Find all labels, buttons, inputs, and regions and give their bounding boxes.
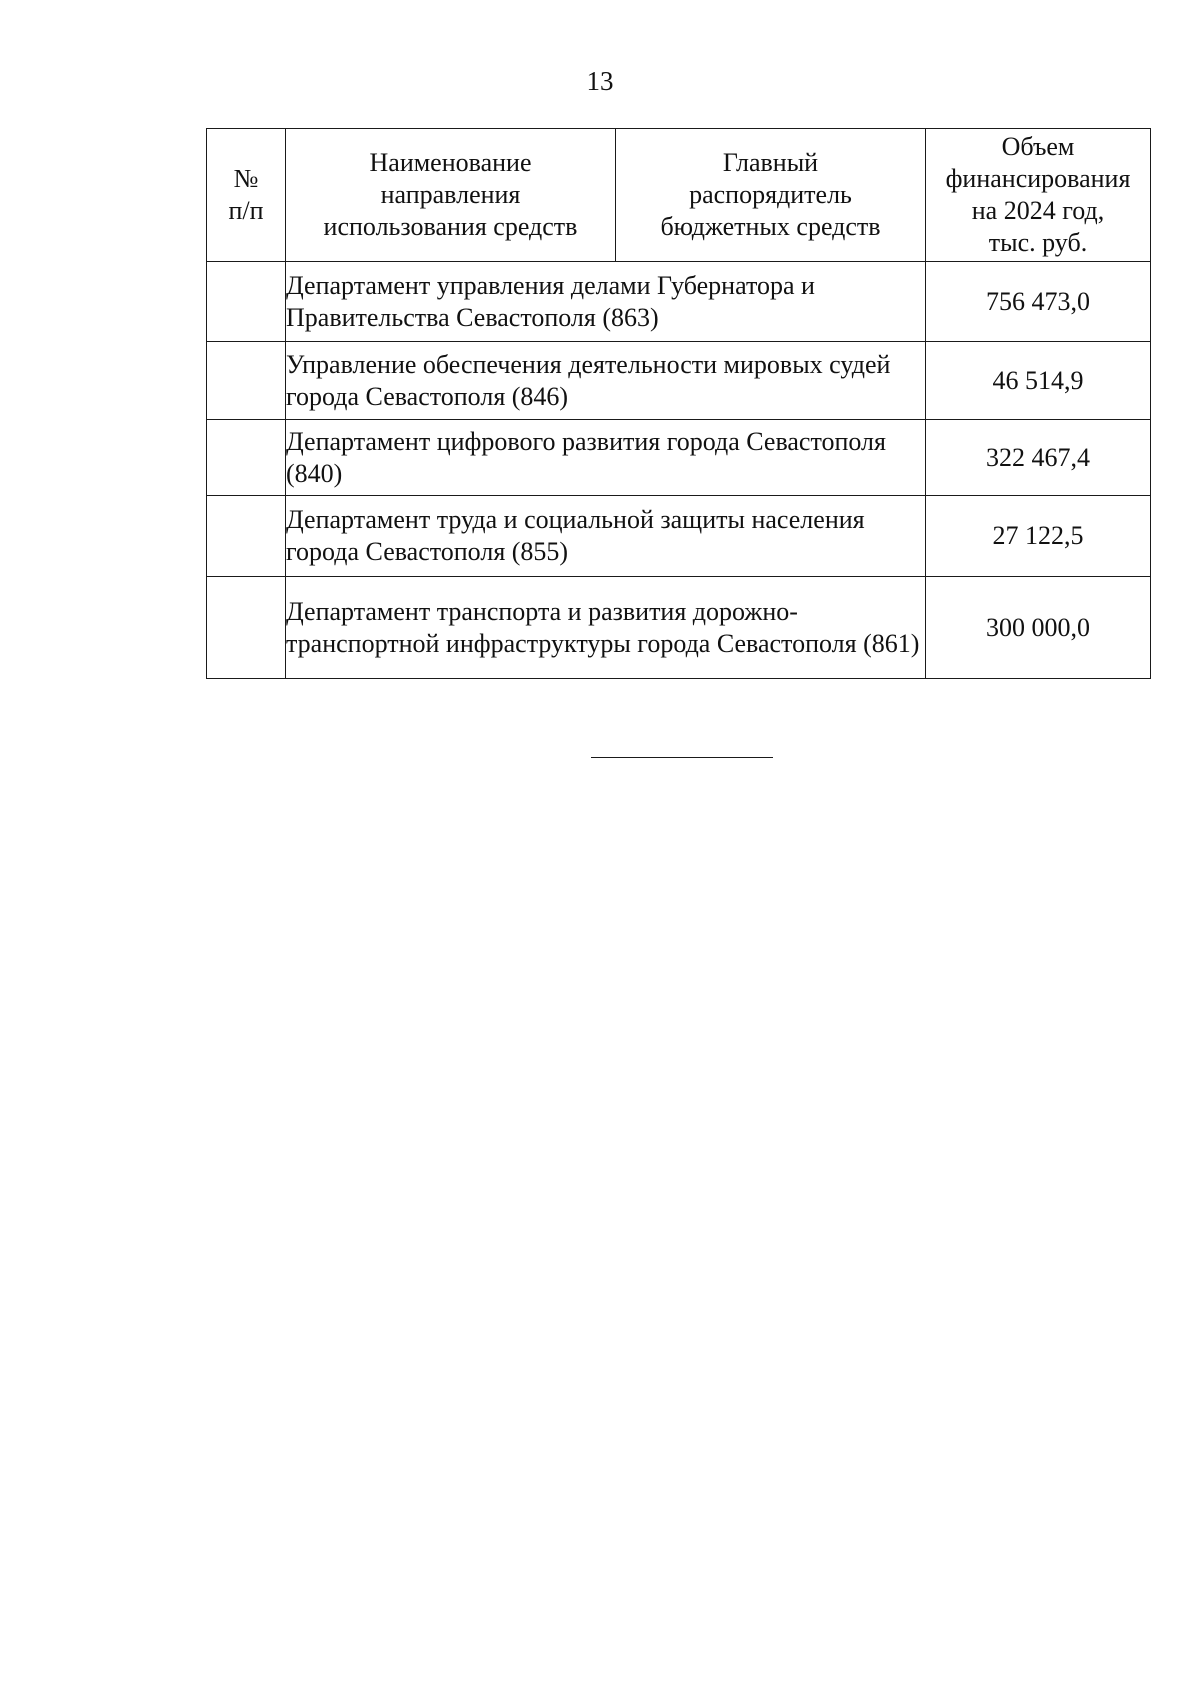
header-administrator: Главный распорядитель бюджетных средств [616,129,926,262]
table-row [207,262,1151,342]
row-department-name: Департамент управления делами Губернатора и Правительства Севастополя (863) [286,262,926,342]
row-department-name: Департамент труда и социальной защиты населения города Севастополя (855) [286,496,926,577]
table-row [207,420,1151,496]
page-number: 13 [586,66,614,96]
row-number [207,496,286,577]
row-volume: 322 467,4 [926,420,1151,496]
row-volume: 46 514,9 [926,342,1151,420]
row-department-name: Управление обеспечения деятельности мировых судей города Севастополя (846) [286,342,926,420]
header-volume: Объем финансирования на 2024 год, тыс. руб. [926,129,1151,262]
row-number [207,420,286,496]
row-number [207,342,286,420]
row-volume: 756 473,0 [926,262,1151,342]
header-direction: Наименование направления использования средств [286,129,616,262]
table-row [207,577,1151,679]
table-row [207,496,1151,577]
row-volume: 300 000,0 [926,577,1151,679]
row-department-name: Департамент цифрового развития города Севастополя (840) [286,420,926,496]
end-separator-line [591,757,773,758]
funding-table [206,128,1151,679]
row-number [207,262,286,342]
row-department-name: Департамент транспорта и развития дорожно-транспортной инфраструктуры города Севастополя (861) [286,577,926,679]
row-number [207,577,286,679]
table-row [207,342,1151,420]
header-number: № п/п [207,129,286,262]
table-header-row [207,129,1151,262]
row-volume: 27 122,5 [926,496,1151,577]
